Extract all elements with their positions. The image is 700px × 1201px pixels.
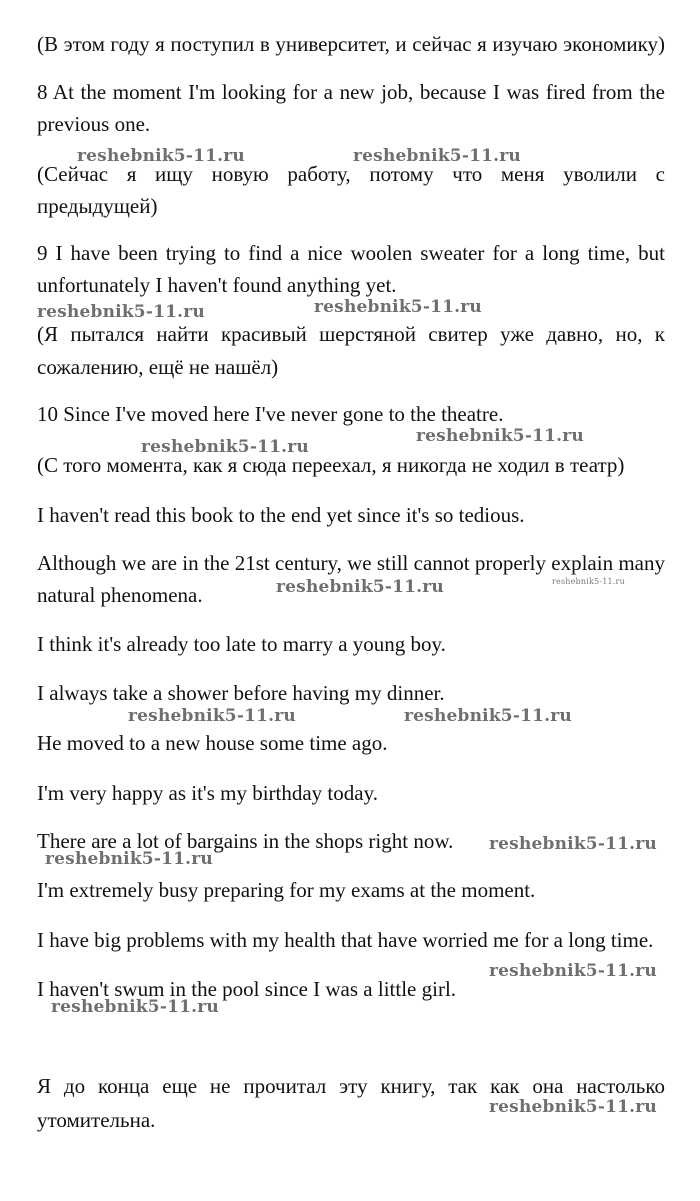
text-line: (В этом году я поступил в университет, и сейчас я изучаю экономику) bbox=[37, 32, 665, 56]
text-line: (Я пытался найти красивый шерстяной свитер уже давно, но, к bbox=[37, 322, 665, 346]
text-line: He moved to a new house some time ago. bbox=[37, 731, 388, 755]
text-line: предыдущей) bbox=[37, 194, 158, 218]
watermark: reshebnik5-11.ru bbox=[128, 706, 296, 726]
text-line: утомительна. bbox=[37, 1108, 156, 1132]
text-line: unfortunately I haven't found anything yet. bbox=[37, 273, 397, 297]
watermark: reshebnik5-11.ru bbox=[45, 849, 213, 869]
watermark: reshebnik5-11.ru bbox=[314, 297, 482, 317]
watermark: reshebnik5-11.ru bbox=[37, 302, 205, 322]
watermark: reshebnik5-11.ru bbox=[276, 577, 444, 597]
watermark: reshebnik5-11.ru bbox=[416, 426, 584, 446]
text-line: I think it's already too late to marry a young boy. bbox=[37, 632, 446, 656]
watermark: reshebnik5-11.ru bbox=[489, 834, 657, 854]
text-line: There are a lot of bargains in the shops right now. bbox=[37, 829, 454, 853]
text-line: 10 Since I've moved here I've never gone to the theatre. bbox=[37, 402, 504, 426]
text-line: (Сейчас я ищу новую работу, потому что меня уволили с bbox=[37, 162, 665, 186]
text-line: natural phenomena. bbox=[37, 583, 203, 607]
text-line: previous one. bbox=[37, 112, 151, 136]
text-line: I'm very happy as it's my birthday today. bbox=[37, 781, 378, 805]
text-line: Although we are in the 21st century, we still cannot properly explain many bbox=[37, 551, 665, 575]
watermark: reshebnik5-11.ru bbox=[77, 146, 245, 166]
watermark: reshebnik5-11.ru bbox=[404, 706, 572, 726]
watermark: reshebnik5-11.ru bbox=[353, 146, 521, 166]
watermark: reshebnik5-11.ru bbox=[489, 1097, 657, 1117]
text-line: Я до конца еще не прочитал эту книгу, так как она настолько bbox=[37, 1074, 665, 1098]
text-line: I haven't swum in the pool since I was a little girl. bbox=[37, 977, 457, 1001]
text-line: 8 At the moment I'm looking for a new job, because I was fired from the bbox=[37, 80, 665, 104]
watermark-small: reshebnik5-11.ru bbox=[552, 577, 625, 586]
watermark: reshebnik5-11.ru bbox=[489, 961, 657, 981]
text-line: сожалению, ещё не нашёл) bbox=[37, 355, 279, 379]
watermark: reshebnik5-11.ru bbox=[51, 997, 219, 1017]
text-line: I'm extremely busy preparing for my exams at the moment. bbox=[37, 878, 536, 902]
text-line: (С того момента, как я сюда переехал, я никогда не ходил в театр) bbox=[37, 453, 625, 477]
text-line: I have big problems with my health that have worried me for a long time. bbox=[37, 928, 654, 952]
text-line: I haven't read this book to the end yet since it's so tedious. bbox=[37, 503, 525, 527]
watermark: reshebnik5-11.ru bbox=[141, 437, 309, 457]
text-line: I always take a shower before having my dinner. bbox=[37, 681, 445, 705]
text-line: 9 I have been trying to find a nice woolen sweater for a long time, but bbox=[37, 241, 665, 265]
